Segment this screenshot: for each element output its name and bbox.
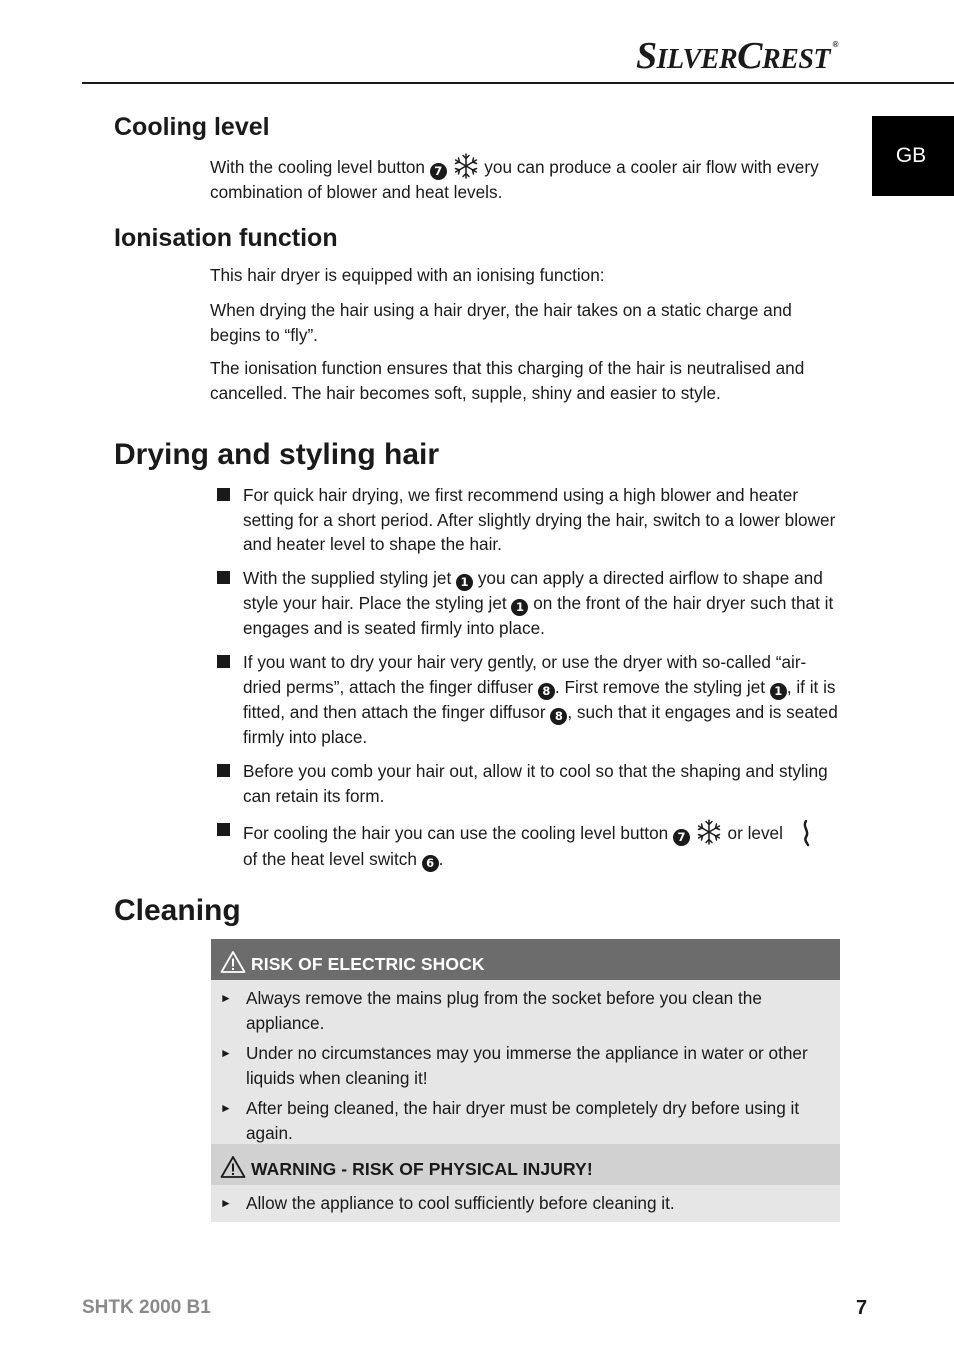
warning-header — [211, 1144, 840, 1185]
list-item: Before you comb your hair out, allow it to cool so that the shaping and styling can retain its form. — [216, 759, 840, 808]
callout-number: 6 — [422, 855, 439, 872]
callout-number: 1 — [770, 683, 787, 700]
language-tab: GB — [872, 116, 954, 196]
cooling-level-text: With the cooling level button 7 you can produce a cooler air flow with every combination of blower and heat levels. — [210, 152, 840, 205]
warning-triangle-icon — [220, 950, 246, 974]
arrow-right-icon: ► — [220, 1101, 232, 1116]
drying-heading: Drying and styling hair — [114, 438, 440, 471]
callout-number: 8 — [550, 708, 567, 725]
arrow-right-icon: ► — [220, 1046, 232, 1061]
list-item: For cooling the hair you can use the cooling level button 7 or level of the heat level switch 6 . — [216, 818, 840, 872]
brand-logo: SILVERCREST ® — [636, 35, 839, 77]
callout-number: 7 — [430, 163, 447, 180]
warning-title: RISK OF ELECTRIC SHOCK — [251, 954, 485, 974]
ionisation-text-2: When drying the hair using a hair dryer, the hair takes on a static charge and begins to “fly”. — [210, 300, 792, 345]
heat-level-1-icon — [797, 819, 817, 847]
bullet-square-icon — [217, 764, 230, 777]
arrow-right-icon: ► — [220, 991, 232, 1005]
callout-number: 8 — [538, 683, 555, 700]
snowflake-icon — [452, 152, 480, 180]
snowflake-icon — [695, 818, 723, 846]
callout-number: 7 — [673, 829, 690, 846]
list-item: ► Allow the appliance to cool sufficiently before cleaning it. — [220, 1193, 675, 1213]
ionisation-text-3: The ionisation function ensures that this charging of the hair is neutralised and cancelled. The hair becomes soft, supple, shiny and easier to style. — [210, 358, 805, 403]
callout-number: 1 — [456, 574, 473, 591]
list-item: ► Always remove the mains plug from the socket before you clean the appliance. — [220, 988, 762, 1033]
warning-list — [211, 980, 840, 1152]
bullet-square-icon — [217, 571, 230, 584]
ionisation-heading: Ionisation function — [114, 224, 338, 252]
list-item: ► After being cleaned, the hair dryer must be completely dry before using it again. — [220, 1098, 800, 1143]
footer-model-number: SHTK 2000 B1 — [82, 1297, 211, 1318]
warning-triangle-icon — [220, 1155, 246, 1179]
cooling-level-heading: Cooling level — [114, 113, 270, 141]
arrow-right-icon: ► — [220, 1196, 232, 1210]
ionisation-text-1: This hair dryer is equipped with an ionising function: — [210, 265, 605, 285]
electric-shock-warning-box — [211, 939, 840, 1152]
bullet-square-icon — [217, 488, 230, 501]
drying-bullet-list — [216, 483, 840, 881]
list-item: With the supplied styling jet 1 you can apply a directed airflow to shape and style your hair. Place the styling jet 1 on the front of the hair dryer such that it engages and is seated firmly into place. — [216, 566, 840, 641]
header-rule — [82, 82, 954, 84]
list-item: If you want to dry your hair very gently, or use the dryer with so-called “air-dried perms”, attach the finger diffuser 8 . First remove the styling jet 1 , if it is fitted, and then attach the finger diffusor 8 , such that it engages and is seated firmly into place. — [216, 650, 840, 749]
warning-title: WARNING - RISK OF PHYSICAL INJURY! — [251, 1159, 593, 1179]
bullet-square-icon — [217, 655, 230, 668]
list-item: ► Under no circumstances may you immerse the appliance in water or other liquids when cleaning it! — [220, 1043, 808, 1088]
warning-header — [211, 939, 840, 980]
page-number: 7 — [856, 1297, 868, 1319]
callout-number: 1 — [511, 599, 528, 616]
bullet-square-icon — [217, 823, 230, 836]
warning-list — [211, 1185, 840, 1222]
list-item: For quick hair drying, we first recommend using a high blower and heater setting for a short period. After slightly drying the hair, switch to a lower blower and heater level to shape the hair. — [216, 483, 840, 557]
cleaning-heading: Cleaning — [114, 894, 241, 927]
physical-injury-warning-box — [211, 1144, 840, 1222]
